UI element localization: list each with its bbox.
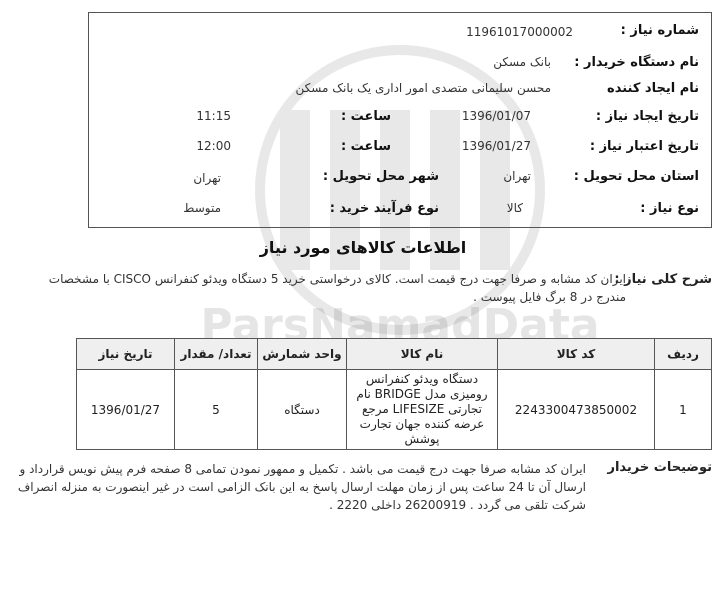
items-table [76, 338, 712, 450]
cell-row-number: 1 [655, 370, 712, 450]
header-unit: واحد شمارش [258, 339, 347, 370]
buyer-notes-label: توضیحات خریدار [607, 460, 712, 475]
delivery-province-label: استان محل تحویل : [573, 169, 699, 184]
description-text: ایران کد مشابه و صرفا جهت درج قیمت است. کالای درخواستی خرید 5 دستگاه ویدئو کنفرانس CISCO با مشخصات مندرج در 8 برگ فایل پیوست . [48, 272, 626, 304]
validity-time-label: ساعت : [340, 139, 391, 154]
created-date-value: 1396/01/07 [461, 109, 531, 123]
need-number-label: شماره نیاز : [620, 23, 699, 38]
cell-need-date: 1396/01/27 [77, 370, 175, 450]
header-item-code: کد کالا [498, 339, 655, 370]
validity-date-value: 1396/01/27 [461, 139, 531, 153]
delivery-city-value: تهران [193, 171, 221, 185]
process-type-label: نوع فرآیند خرید : [329, 201, 439, 216]
need-number-value: 11961017000002 [466, 25, 573, 39]
creator-label: نام ایجاد کننده [607, 81, 699, 96]
created-time-value: 11:15 [196, 109, 231, 123]
buyer-notes-text: ایران کد مشابه صرفا جهت درج قیمت می باشد . تکمیل و ممهور نمودن تمامی 8 صفحه فرم پیش نویس قرارداد و ارسال آن تا 24 ساعت پس از زمان مهلت ارسال پاسخ به این بانک الزامی است در غیر اینصورت به منزله انصراف شرکت تلقی می گردد . 26200919 داخلی 2220 . [17, 462, 586, 512]
process-type-value: متوسط [183, 201, 221, 215]
validity-time-value: 12:00 [196, 139, 231, 153]
delivery-city-label: شهر محل تحویل : [322, 169, 439, 184]
table-row [77, 370, 712, 450]
header-row-number: ردیف [655, 339, 712, 370]
cell-item-name: دستگاه ویدئو کنفرانس رومیزی مدل BRIDGE نام تجارتی LIFESIZE مرجع عرضه کننده جهان تجارت پوشش [347, 370, 498, 450]
table-header-row [77, 339, 712, 370]
cell-unit: دستگاه [258, 370, 347, 450]
cell-quantity: 5 [175, 370, 258, 450]
buyer-org-value: بانک مسکن [493, 55, 551, 69]
validity-date-label: تاریخ اعتبار نیاز : [589, 139, 699, 154]
created-date-label: تاریخ ایجاد نیاز : [595, 109, 699, 124]
cell-item-code: 2243300473850002 [498, 370, 655, 450]
delivery-province-value: تهران [503, 169, 531, 183]
creator-value: محسن سلیمانی متصدی امور اداری یک بانک مسکن [295, 81, 551, 95]
header-info-box [88, 12, 712, 228]
description-label: شرح کلی نیاز : [614, 272, 712, 287]
created-time-label: ساعت : [340, 109, 391, 124]
watermark-text: ParsNamadData [200, 300, 600, 351]
need-type-value: کالا [506, 201, 523, 215]
buyer-org-label: نام دستگاه خریدار : [574, 55, 699, 70]
header-item-name: نام کالا [347, 339, 498, 370]
section-title: اطلاعات کالاهای مورد نیاز [259, 238, 467, 257]
header-need-date: تاریخ نیاز [77, 339, 175, 370]
need-type-label: نوع نیاز : [640, 201, 699, 216]
header-quantity: تعداد/ مقدار [175, 339, 258, 370]
